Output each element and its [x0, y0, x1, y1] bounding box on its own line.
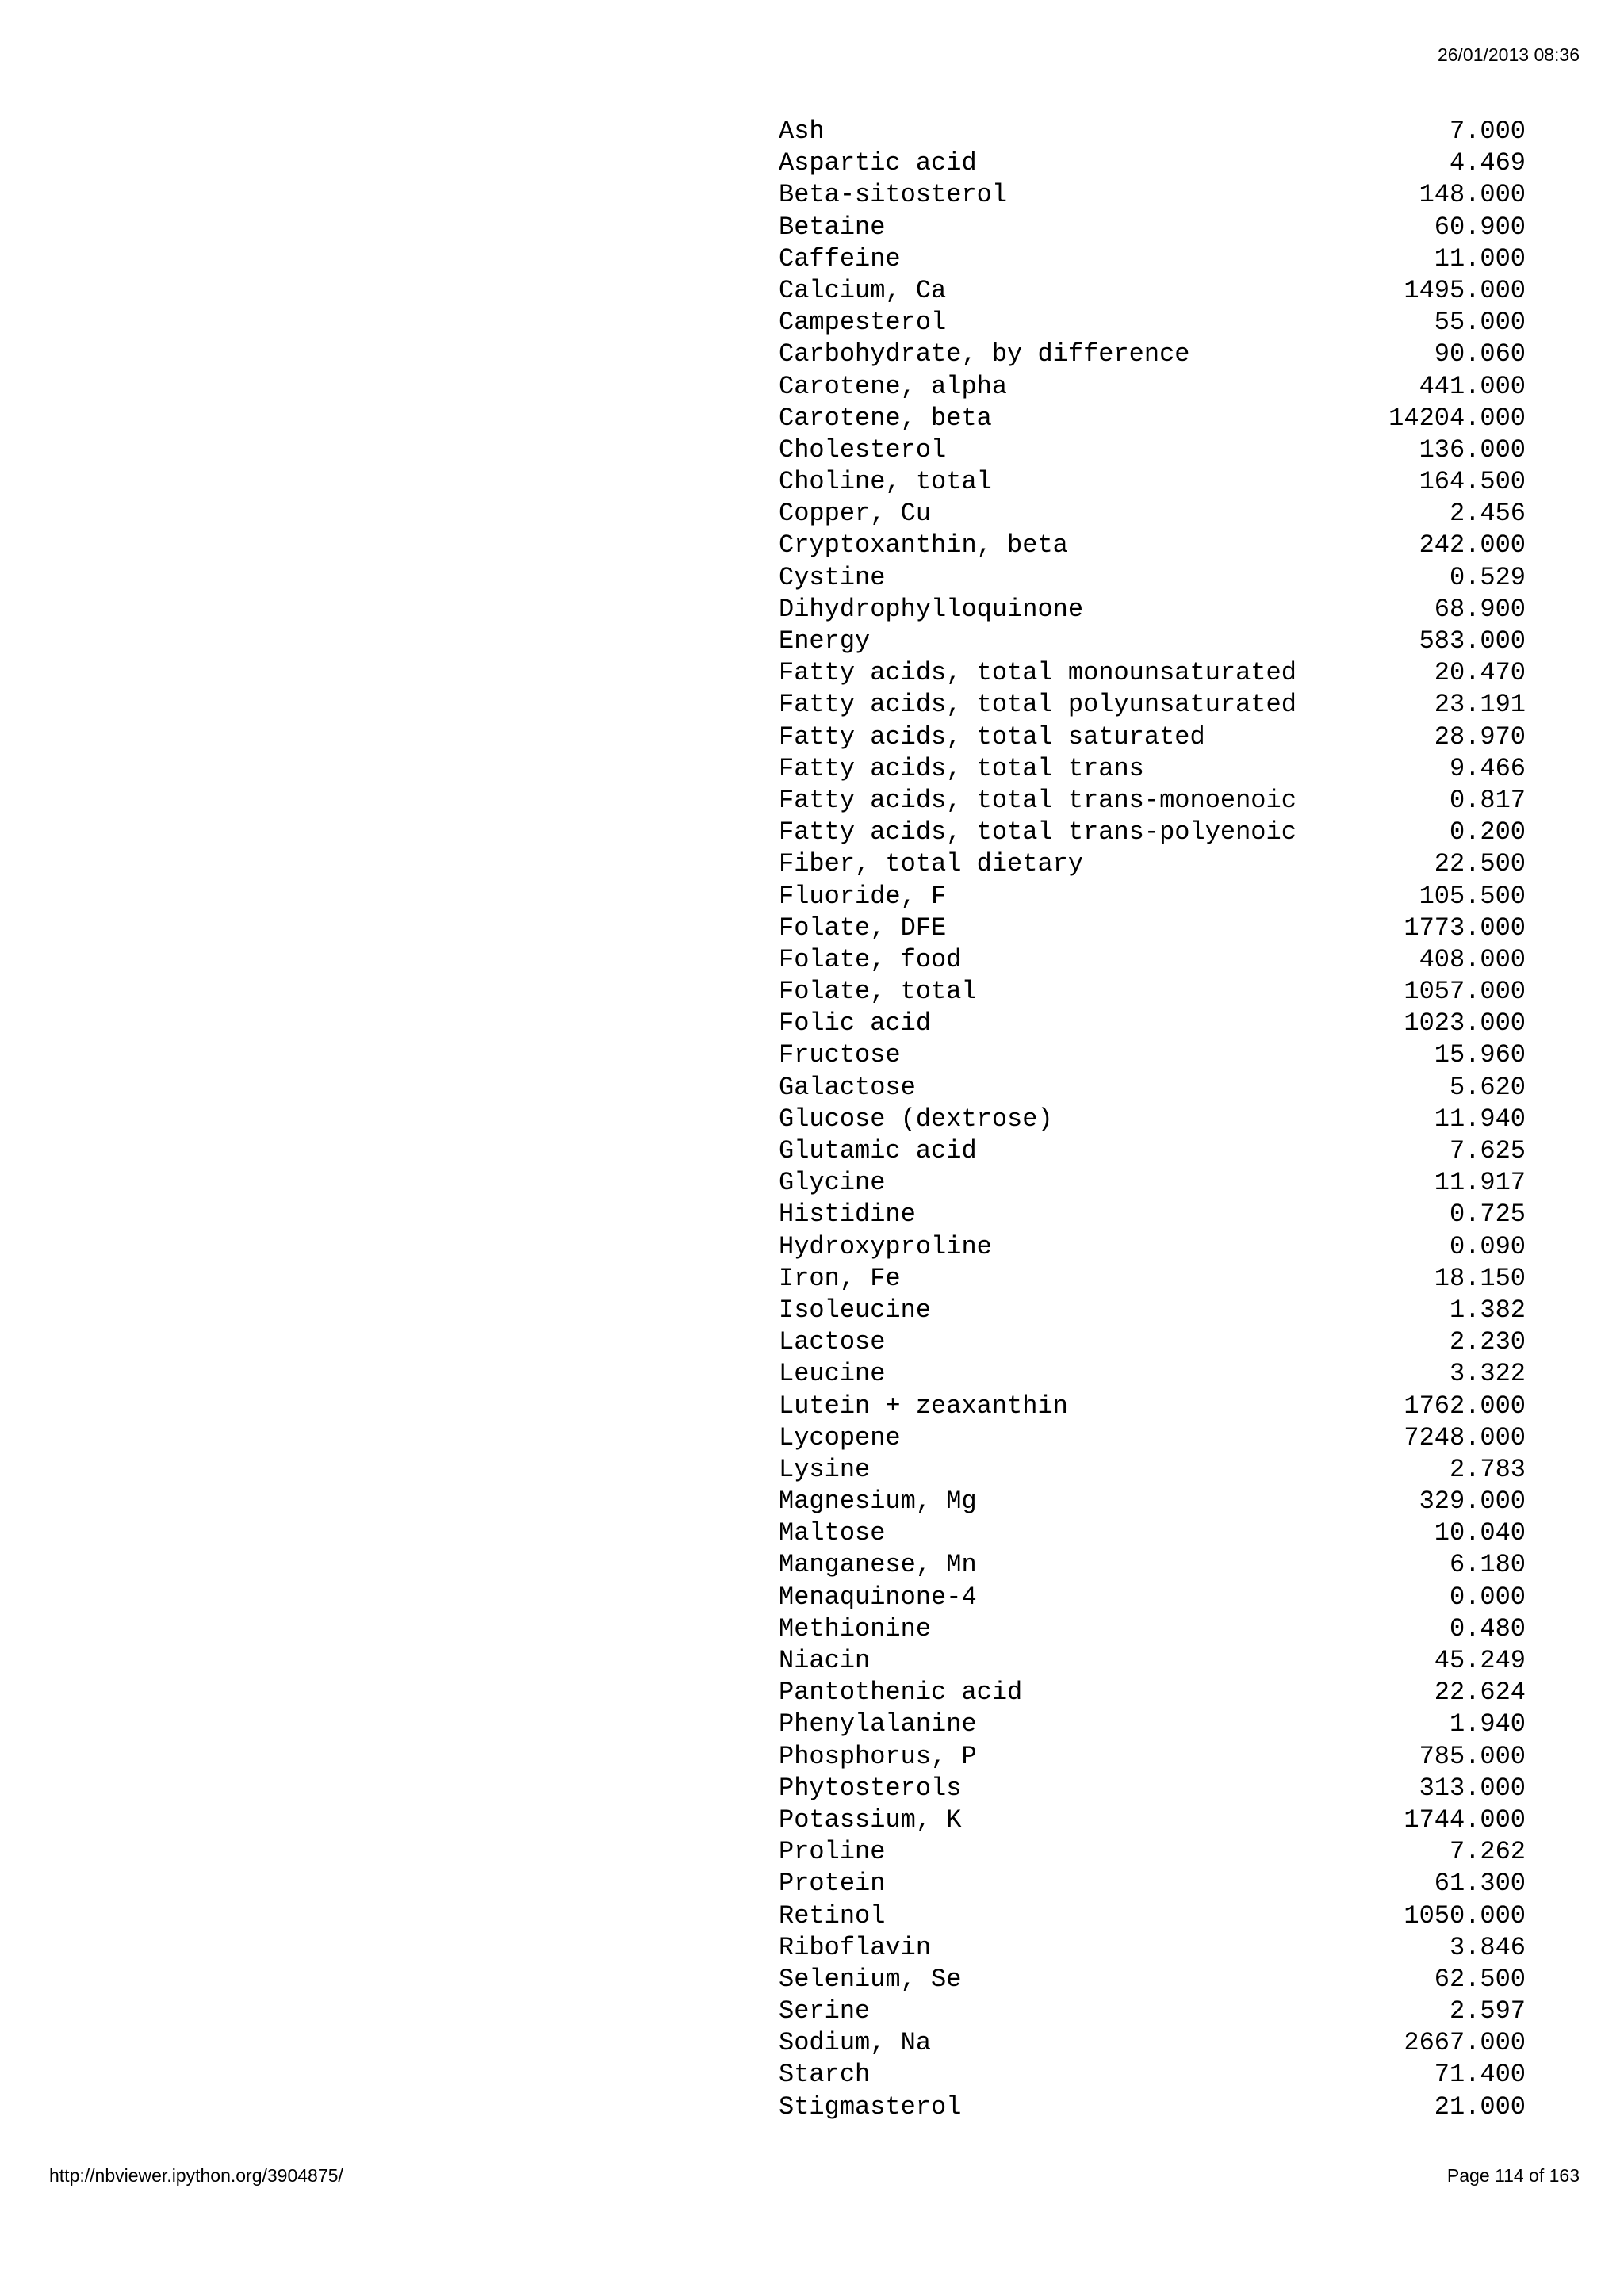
nutrient-name: Energy: [779, 626, 871, 656]
nutrient-name: Magnesium, Mg: [779, 1487, 977, 1517]
nutrient-value: 2.456: [1449, 499, 1526, 529]
table-row: [779, 2059, 1526, 2091]
table-row: [779, 1104, 1526, 1135]
table-row: [779, 1900, 1526, 1932]
nutrient-name: Hydroxyproline: [779, 1231, 992, 1261]
table-row: [779, 147, 1526, 179]
nutrient-value: 0.200: [1449, 817, 1526, 848]
nutrient-value: 23.191: [1434, 690, 1526, 720]
nutrient-value: 9.466: [1449, 753, 1526, 783]
nutrient-name: Sodium, Na: [779, 2028, 932, 2058]
nutrient-value: 1762.000: [1404, 1391, 1526, 1421]
nutrient-name: Carbohydrate, by difference: [779, 339, 1190, 369]
nutrient-name: Ash: [779, 117, 825, 146]
table-row: [779, 466, 1526, 498]
nutrient-value: 2.230: [1449, 1327, 1526, 1357]
table-row: [779, 1039, 1526, 1071]
table-row: [779, 1804, 1526, 1836]
table-row: [779, 212, 1526, 243]
nutrient-name: Potassium, K: [779, 1804, 962, 1835]
nutrient-value: 10.040: [1434, 1518, 1526, 1548]
table-row: [779, 1135, 1526, 1167]
nutrient-value: 1.382: [1449, 1295, 1526, 1325]
nutrient-value: 55.000: [1434, 308, 1526, 338]
nutrient-value: 1495.000: [1404, 275, 1526, 305]
nutrient-name: Calcium, Ca: [779, 275, 947, 305]
nutrient-value: 0.529: [1449, 562, 1526, 592]
nutrient-value: 68.900: [1434, 594, 1526, 624]
nutrient-value: 1050.000: [1404, 1900, 1526, 1931]
nutrient-name: Stigmasterol: [779, 2091, 962, 2122]
nutrient-value: 164.500: [1419, 467, 1526, 497]
nutrient-value: 441.000: [1419, 371, 1526, 401]
table-row: [779, 1964, 1526, 1996]
nutrient-name: Leucine: [779, 1359, 886, 1389]
nutrient-name: Fructose: [779, 1040, 901, 1070]
nutrient-value: 71.400: [1434, 2060, 1526, 2090]
table-row: [779, 1773, 1526, 1804]
nutrient-value: 1773.000: [1404, 913, 1526, 943]
table-row: [779, 339, 1526, 370]
nutrient-name: Lutein + zeaxanthin: [779, 1391, 1068, 1421]
nutrient-value: 14204.000: [1388, 403, 1526, 433]
nutrient-value: 148.000: [1419, 180, 1526, 210]
table-row: [779, 243, 1526, 275]
nutrient-value: 0.817: [1449, 785, 1526, 815]
nutrient-value: 11.940: [1434, 1104, 1526, 1134]
nutrient-value: 15.960: [1434, 1040, 1526, 1070]
nutrient-name: Phytosterols: [779, 1773, 962, 1803]
nutrient-value: 11.917: [1434, 1168, 1526, 1198]
nutrient-value: 3.846: [1449, 1932, 1526, 1962]
nutrient-name: Choline, total: [779, 467, 992, 497]
nutrient-name: Aspartic acid: [779, 148, 977, 178]
table-row: [779, 1677, 1526, 1709]
table-row: [779, 817, 1526, 848]
nutrient-value: 313.000: [1419, 1773, 1526, 1803]
nutrient-name: Campesterol: [779, 308, 947, 338]
nutrient-name: Beta-sitosterol: [779, 180, 1008, 210]
nutrient-name: Histidine: [779, 1200, 916, 1230]
table-row: [779, 1263, 1526, 1295]
nutrient-value: 1.940: [1449, 1709, 1526, 1739]
table-row: [779, 1932, 1526, 1964]
nutrient-name: Manganese, Mn: [779, 1550, 977, 1580]
nutrient-value: 2.597: [1449, 1996, 1526, 2026]
footer-url[interactable]: http://nbviewer.ipython.org/3904875/: [49, 2165, 343, 2186]
nutrient-name: Cryptoxanthin, beta: [779, 530, 1068, 561]
table-row: [779, 944, 1526, 976]
table-row: [779, 498, 1526, 530]
table-row: [779, 1326, 1526, 1358]
nutrient-value: 7.000: [1449, 117, 1526, 146]
nutrient-value: 62.500: [1434, 1964, 1526, 1994]
table-row: [779, 116, 1526, 147]
table-row: [779, 1709, 1526, 1740]
table-row: [779, 785, 1526, 817]
nutrient-value: 0.480: [1449, 1613, 1526, 1644]
nutrient-name: Folic acid: [779, 1008, 932, 1039]
nutrient-name: Fatty acids, total saturated: [779, 721, 1205, 752]
nutrient-name: Pantothenic acid: [779, 1678, 1023, 1708]
table-row: [779, 403, 1526, 434]
table-row: [779, 626, 1526, 657]
nutrient-name: Fluoride, F: [779, 881, 947, 911]
nutrient-name: Fatty acids, total polyunsaturated: [779, 690, 1297, 720]
nutrient-value: 2.783: [1449, 1454, 1526, 1484]
nutrient-value: 60.900: [1434, 212, 1526, 242]
table-row: [779, 594, 1526, 626]
nutrient-name: Riboflavin: [779, 1932, 932, 1962]
nutrient-name: Protein: [779, 1869, 886, 1899]
nutrient-value: 1057.000: [1404, 977, 1526, 1007]
print-timestamp: 26/01/2013 08:36: [1437, 44, 1580, 65]
nutrient-value: 5.620: [1449, 1072, 1526, 1102]
table-row: [779, 179, 1526, 211]
nutrient-value: 0.090: [1449, 1231, 1526, 1261]
nutrient-name: Fatty acids, total monounsaturated: [779, 658, 1297, 688]
nutrient-table: [779, 116, 1526, 2123]
nutrient-value: 18.150: [1434, 1263, 1526, 1293]
nutrient-value: 1023.000: [1404, 1008, 1526, 1039]
nutrient-name: Phosphorus, P: [779, 1741, 977, 1771]
table-row: [779, 1549, 1526, 1581]
table-row: [779, 1741, 1526, 1773]
nutrient-name: Cholesterol: [779, 434, 947, 465]
nutrient-name: Folate, total: [779, 977, 977, 1007]
nutrient-name: Menaquinone-4: [779, 1582, 977, 1612]
nutrient-name: Proline: [779, 1837, 886, 1867]
table-row: [779, 881, 1526, 913]
table-row: [779, 1836, 1526, 1868]
table-row: [779, 913, 1526, 944]
table-row: [779, 275, 1526, 307]
nutrient-name: Dihydrophylloquinone: [779, 594, 1084, 624]
nutrient-value: 11.000: [1434, 243, 1526, 274]
nutrient-name: Lactose: [779, 1327, 886, 1357]
table-row: [779, 1231, 1526, 1263]
table-row: [779, 1358, 1526, 1390]
nutrient-name: Fatty acids, total trans-monoenoic: [779, 785, 1297, 815]
nutrient-value: 136.000: [1419, 434, 1526, 465]
table-row: [779, 1582, 1526, 1613]
table-row: [779, 976, 1526, 1008]
table-row: [779, 1517, 1526, 1549]
table-row: [779, 1295, 1526, 1326]
nutrient-name: Caffeine: [779, 243, 901, 274]
table-row: [779, 1868, 1526, 1900]
table-row: [779, 753, 1526, 785]
nutrient-value: 1744.000: [1404, 1804, 1526, 1835]
footer-page-number: Page 114 of 163: [1446, 2165, 1580, 2186]
table-row: [779, 1072, 1526, 1104]
table-row: [779, 1199, 1526, 1230]
nutrient-value: 583.000: [1419, 626, 1526, 656]
nutrient-value: 28.970: [1434, 721, 1526, 752]
nutrient-name: Serine: [779, 1996, 871, 2026]
table-row: [779, 371, 1526, 403]
nutrient-name: Carotene, alpha: [779, 371, 1008, 401]
table-row: [779, 530, 1526, 561]
table-row: [779, 1167, 1526, 1199]
nutrient-name: Phenylalanine: [779, 1709, 977, 1739]
table-row: [779, 562, 1526, 594]
nutrient-name: Niacin: [779, 1646, 871, 1675]
nutrient-value: 21.000: [1434, 2091, 1526, 2122]
nutrient-name: Folate, food: [779, 944, 962, 974]
nutrient-name: Carotene, beta: [779, 403, 992, 433]
nutrient-name: Lysine: [779, 1454, 871, 1484]
nutrient-name: Fiber, total dietary: [779, 849, 1084, 879]
nutrient-value: 0.000: [1449, 1582, 1526, 1612]
nutrient-value: 329.000: [1419, 1487, 1526, 1517]
nutrient-value: 105.500: [1419, 881, 1526, 911]
nutrient-value: 7.625: [1449, 1136, 1526, 1165]
table-row: [779, 2091, 1526, 2123]
table-row: [779, 307, 1526, 339]
nutrient-name: Lycopene: [779, 1422, 901, 1452]
nutrient-value: 22.500: [1434, 849, 1526, 879]
nutrient-value: 22.624: [1434, 1678, 1526, 1708]
nutrient-value: 242.000: [1419, 530, 1526, 561]
nutrient-name: Copper, Cu: [779, 499, 932, 529]
nutrient-name: Fatty acids, total trans-polyenoic: [779, 817, 1297, 848]
nutrient-value: 2667.000: [1404, 2028, 1526, 2058]
table-row: [779, 1454, 1526, 1486]
nutrient-name: Glycine: [779, 1168, 886, 1198]
nutrient-name: Selenium, Se: [779, 1964, 962, 1994]
table-row: [779, 1613, 1526, 1645]
nutrient-name: Cystine: [779, 562, 886, 592]
table-row: [779, 689, 1526, 721]
nutrient-value: 785.000: [1419, 1741, 1526, 1771]
nutrient-value: 6.180: [1449, 1550, 1526, 1580]
table-row: [779, 1645, 1526, 1677]
nutrient-name: Betaine: [779, 212, 886, 242]
nutrient-name: Starch: [779, 2060, 871, 2090]
nutrient-name: Galactose: [779, 1072, 916, 1102]
nutrient-name: Methionine: [779, 1613, 932, 1644]
nutrient-value: 7248.000: [1404, 1422, 1526, 1452]
table-row: [779, 1996, 1526, 2027]
nutrient-value: 90.060: [1434, 339, 1526, 369]
nutrient-name: Maltose: [779, 1518, 886, 1548]
table-row: [779, 848, 1526, 880]
nutrient-value: 7.262: [1449, 1837, 1526, 1867]
table-row: [779, 2027, 1526, 2059]
table-row: [779, 721, 1526, 753]
nutrient-name: Glutamic acid: [779, 1136, 977, 1165]
nutrient-name: Fatty acids, total trans: [779, 753, 1144, 783]
nutrient-value: 4.469: [1449, 148, 1526, 178]
nutrient-name: Glucose (dextrose): [779, 1104, 1053, 1134]
table-row: [779, 434, 1526, 466]
nutrient-name: Retinol: [779, 1900, 886, 1931]
nutrient-name: Iron, Fe: [779, 1263, 901, 1293]
table-row: [779, 1008, 1526, 1039]
nutrient-value: 0.725: [1449, 1200, 1526, 1230]
table-row: [779, 657, 1526, 689]
table-row: [779, 1391, 1526, 1422]
nutrient-name: Folate, DFE: [779, 913, 947, 943]
nutrient-value: 45.249: [1434, 1646, 1526, 1675]
nutrient-value: 20.470: [1434, 658, 1526, 688]
nutrient-value: 61.300: [1434, 1869, 1526, 1899]
table-row: [779, 1422, 1526, 1454]
nutrient-value: 408.000: [1419, 944, 1526, 974]
table-row: [779, 1486, 1526, 1517]
nutrient-value: 3.322: [1449, 1359, 1526, 1389]
nutrient-name: Isoleucine: [779, 1295, 932, 1325]
